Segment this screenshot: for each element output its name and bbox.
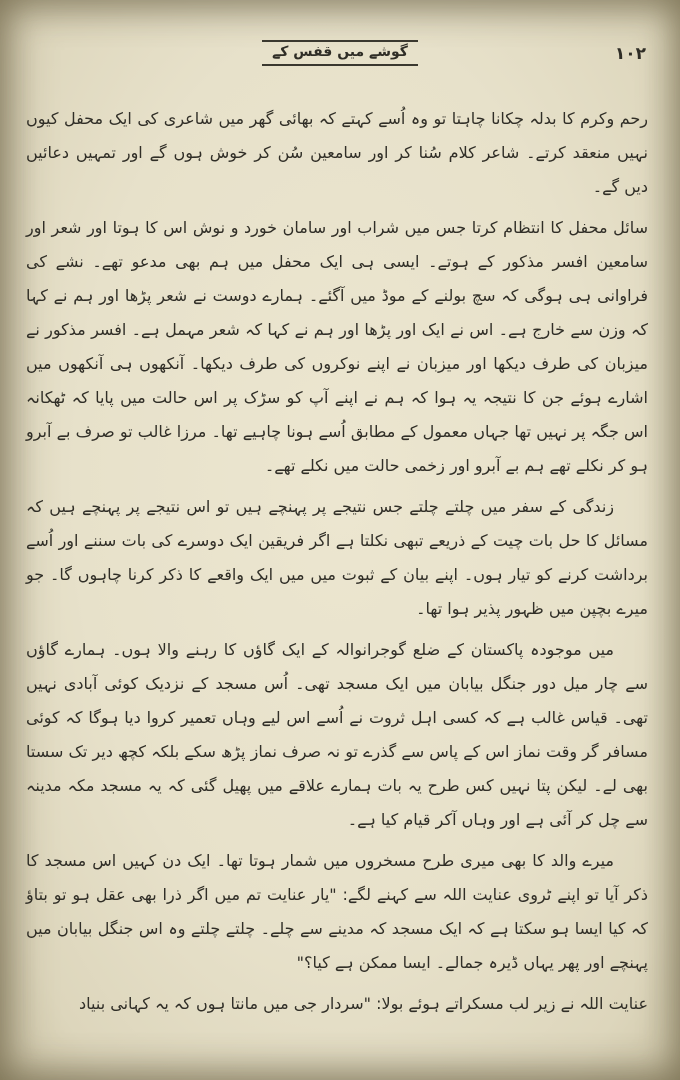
paragraph: سائل محفل کا انتظام کرتا جس میں شراب اور سامان خورد و نوش اس کا ہوتا اور شعر اور سامعین افسر مذکور کے ہوتے۔ ایسی ہی ایک محفل میں ہم بھی مدعو تھے۔ نشے کی فراوانی ہی ہوگی کہ سچ بولنے کے موڈ میں آگئے۔ ہمارے دوست نے شعر پڑھا اور ہم نے کہا کہ وزن سے خارج ہے۔ اس نے ایک اور پڑھا اور ہم نے کہا کہ شعر مہمل ہے۔ افسر مذکور نے میزبان کی طرف دیکھا اور میزبان نے اپنے نوکروں کی طرف دیکھا۔ آنکھوں ہی آنکھوں میں اشارے ہوئے جن کا نتیجہ یہ ہوا کہ ہم نے اپنے آپ کو سڑک پر اس حالت میں پایا کہ ٹھکانہ اس جگہ پر نہیں تھا جہاں معمول کے مطابق اُسے ہونا چاہیے تھا۔ مرزا غالب تو صرف بے آبرو ہو کر نکلے تھے ہم بے آبرو اور زخمی حالت میں نکلے تھے۔ — [26, 218, 648, 475]
paragraph: میں موجودہ پاکستان کے ضلع گوجرانوالہ کے ایک گاؤں کا رہنے والا ہوں۔ ہمارے گاؤں سے چار میل دور جنگل بیابان میں ایک مسجد تھی۔ اُس مسجد کے نزدیک کوئی آبادی نہیں تھی۔ قیاس غالب ہے کہ کسی اہل ثروت نے اُسے اس لیے وہاں تعمیر کروا دیا ہوگا کہ کوئی مسافر گر وقت نماز اس کے پاس سے گذرے تو نہ صرف نماز پڑھ سکے بلکہ کچھ دیر تک سستا بھی لے۔ لیکن پتا نہیں کس طرح یہ بات ہمارے علاقے میں پھیل گئی کہ یہ مسجد مکہ مدینہ سے چل کر آئی ہے اور وہاں آکر قیام کیا ہے۔ — [26, 640, 648, 829]
paragraph: رحم وکرم کا بدلہ چکانا چاہتا تو وہ اُسے کہتے کہ بھائی گھر میں شاعری کی ایک محفل کیوں نہیں منعقد کرتے۔ شاعر کلام سُنا کر اور سامعین سُن کر خوش ہوں گے اور تمہیں دعائیں دیں گے۔ — [26, 109, 648, 196]
paragraph: زندگی کے سفر میں چلتے چلتے جس نتیجے پر پہنچے ہیں تو اس نتیجے پر پہنچے ہیں کہ مسائل کا حل بات چیت کے ذریعے تبھی نکلتا ہے اگر فریقین ایک دوسرے کی بات سننے اور اُسے برداشت کرنے کو تیار ہوں۔ اپنے بیان کے ثبوت میں میں ایک واقعے کا ذکر کرنا چاہوں گا۔ جو میرے بچپن میں ظہور پذیر ہوا تھا۔ — [26, 497, 648, 618]
page-number: ۱۰۲ — [614, 44, 646, 64]
paragraph: میرے والد کا بھی میری طرح مسخروں میں شمار ہوتا تھا۔ ایک دن کہیں اس مسجد کا ذکر آیا تو اپنے ٹروی عنایت اللہ سے کہنے لگے: "یار عنایت تم میں اگر ذرا بھی عقل ہو تو بتاؤ کہ کیا ایسا ہو سکتا ہے کہ ایک مسجد کہ مدینے سے چلے۔ چلتے چلتے وہ اس جنگل بیابان میں پہنچے اور پھر یہاں ڈیرہ جمالے۔ ایسا ممکن ہے کیا؟" — [26, 851, 648, 972]
running-title — [0, 40, 680, 66]
running-title-text: گوشے میں قفس کے — [262, 40, 418, 66]
paragraph: عنایت اللہ نے زیر لب مسکراتے ہوئے بولا: "سردار جی میں مانتا ہوں کہ یہ کہانی بنیاد — [79, 994, 648, 1013]
page-body — [26, 102, 648, 1028]
page-header — [0, 40, 680, 80]
